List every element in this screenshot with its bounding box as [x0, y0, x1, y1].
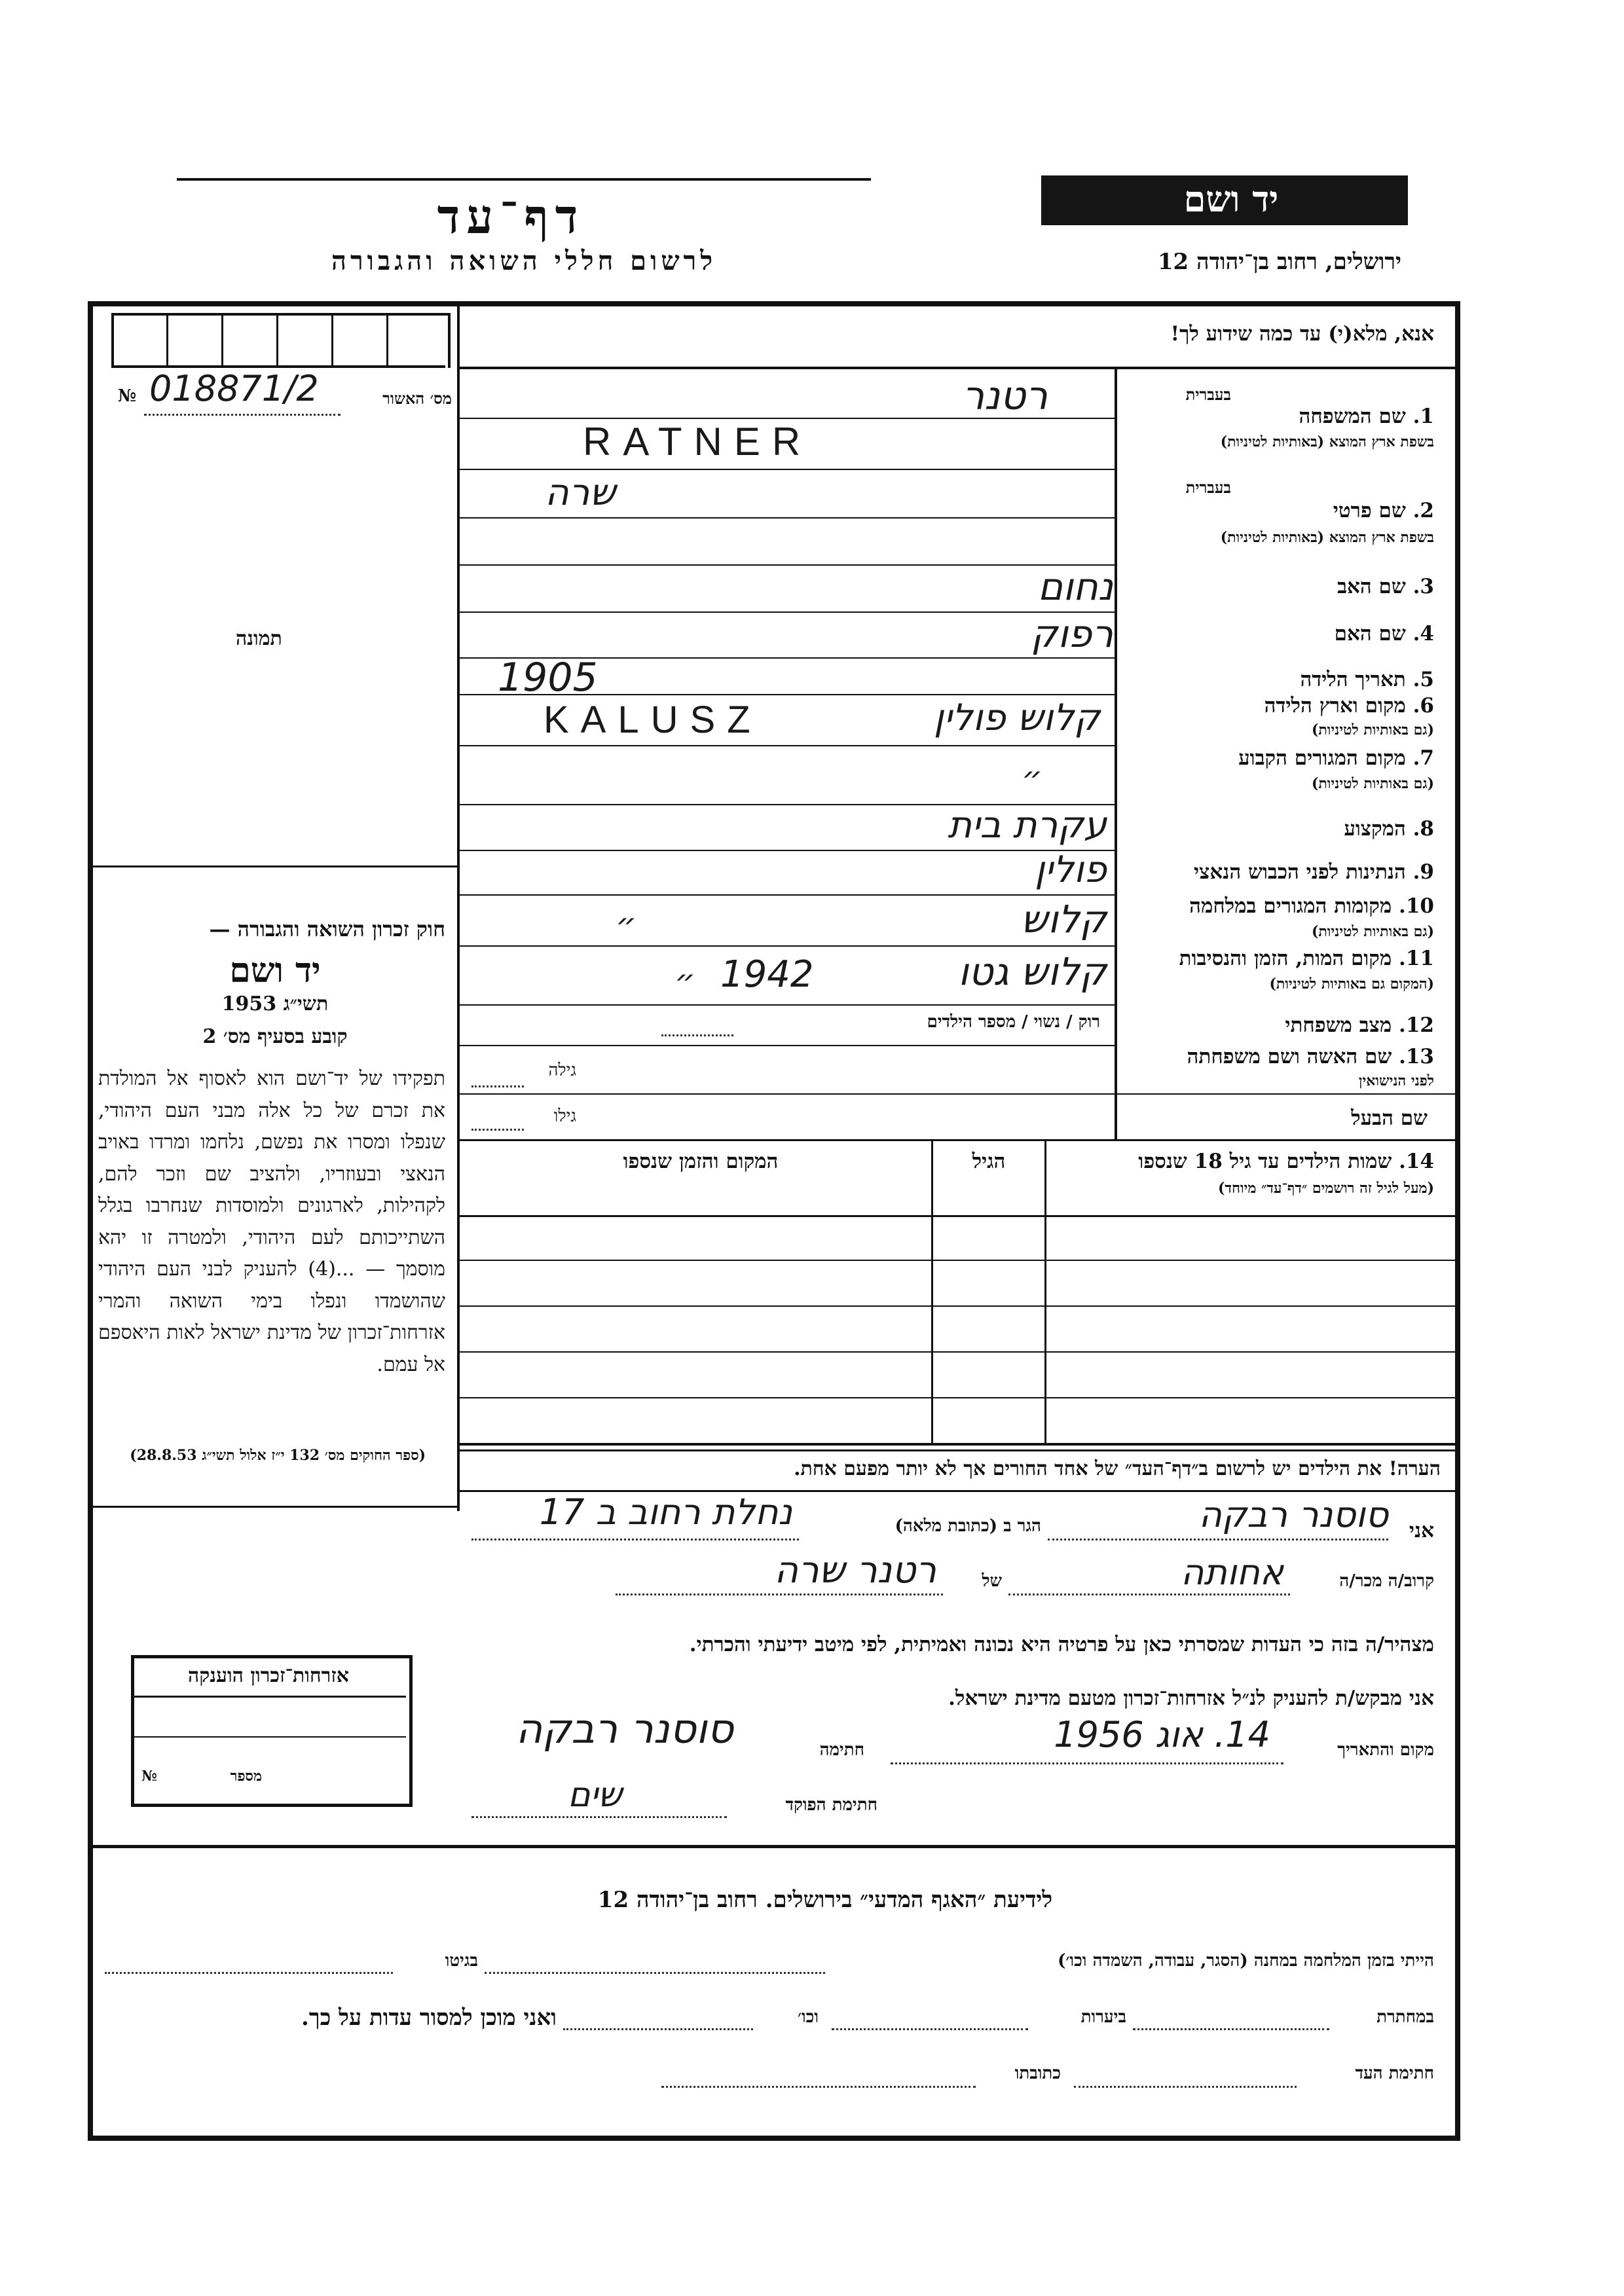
field-4-label: 4. שם האם	[1334, 622, 1434, 646]
field-6-value-he: קלוש פולין	[933, 697, 1100, 739]
field-1-sub-he: בעברית	[1185, 385, 1231, 404]
note-text: הערה! את הילדים יש לרשום ב״דף־העד״ של אחד החורים אך לא יותר מפעם אחת.	[794, 1457, 1441, 1480]
officer-label: חתימת הפוקד	[785, 1795, 877, 1815]
field-14-label: 14. שמות הילדים עד גיל 18 שנספו	[1138, 1150, 1434, 1173]
photo-label: תמונה	[236, 627, 282, 650]
declarant-address-value: נחלת רחוב ב 17	[539, 1491, 792, 1533]
declarant-relative-label: קרוב/ה מכר/ה	[1339, 1571, 1434, 1591]
place-date-label: מקום והתאריך	[1337, 1740, 1434, 1760]
declarant-lives-label: הגר ב (כתובת מלאה)	[895, 1516, 1041, 1536]
frame-top	[88, 301, 1460, 306]
field-2-label: 2. שם פרטי	[1333, 499, 1434, 522]
field-10-ditto: ״	[616, 906, 637, 944]
archive-line1-b: בגיטו	[445, 1951, 478, 1971]
declarant-request: אני מבקש/ת להעניק לנ״ל אזרחות־זכרון מטעם מדינת ישראל.	[948, 1686, 1434, 1710]
field-5-value: 1905	[498, 655, 598, 701]
cert-label: מס׳ האשור	[382, 389, 452, 408]
declarant-i-label: אני	[1409, 1519, 1434, 1542]
field-1-value-latin: RATNER	[583, 420, 813, 464]
field-2-sub-he: בעברית	[1185, 478, 1231, 497]
law-footnote: (ספר החוקים מס׳ 132 י״ז אלול תשי״ג 28.8.53)	[130, 1447, 426, 1464]
field-14-age-col: הגיל	[972, 1150, 1006, 1173]
field-10-value: קלוש	[1020, 897, 1107, 941]
form-title: דף־עד	[437, 189, 585, 244]
frame-left	[88, 301, 93, 2141]
field-11-value: קלוש גטו	[958, 949, 1107, 994]
declarant-declaration: מצהיר/ה בזה כי העדות שמסרתי כאן על פרטיה היא נכונה ואמיתית, לפי מיטב ידיעתי והכרתי.	[689, 1633, 1434, 1656]
field-6-label: 6. מקום וארץ הלידה	[1264, 694, 1434, 718]
archive-line2-b: ביערות	[1080, 2007, 1126, 2027]
field-2-sub-latin: בשפת ארץ המוצא (באותיות לטיניות)	[1220, 529, 1434, 546]
field-1-value-he: רטנר	[962, 373, 1048, 419]
cert-no-sign: №	[118, 386, 137, 406]
signature-value: סוסנר רבקה	[515, 1705, 733, 1753]
field-10-sub: (גם באותיות לטיניות)	[1311, 923, 1434, 940]
field-10-label: 10. מקומות המגורים במלחמה	[1189, 894, 1434, 918]
logo-text: יד ושם	[1183, 178, 1279, 220]
declarant-relation-value: אחותה	[1181, 1552, 1283, 1593]
declarant-of-label: של	[982, 1571, 1002, 1591]
archive-line2-c: וכו׳	[797, 2007, 819, 2027]
law-clause: קובע בסעיף מס׳ 2	[202, 1025, 348, 1048]
declarant-i-value: סוסנר רבקה	[1198, 1494, 1388, 1535]
field-3-value: נחום	[1037, 564, 1113, 609]
field-13-label: 13. שם האשה ושם משפחתה	[1187, 1045, 1434, 1068]
field-8-value: עקרת בית	[948, 804, 1107, 847]
field-6-sub: (גם באותיות לטיניות)	[1311, 721, 1434, 738]
law-year: תשי״ג 1953	[221, 993, 329, 1015]
field-9-label: 9. הנתינות לפני הכבוש הנאצי	[1194, 860, 1434, 884]
field-3-label: 3. שם האב	[1337, 575, 1434, 598]
field-1-label: 1. שם המשפחה	[1299, 405, 1434, 428]
stamp-number-label: מספר	[230, 1768, 262, 1785]
field-12-label: 12. מצב משפחתי	[1285, 1013, 1434, 1037]
field-1-sub-latin: בשפת ארץ המוצא (באותיות לטיניות)	[1220, 433, 1434, 450]
cert-value: 018871/2	[149, 368, 319, 409]
frame-bottom	[88, 2136, 1460, 2141]
law-body: תפקידו של יד־ושם הוא לאסוף אל המולדת את זכרם של כל אלה מבני העם היהודי, שנפלו ומסרו את נפשם, נלחמו ומרדו באויב הנאצי ובעוזריו, ולהציב שם וזכר להם, לקהילות, לארגונים ולמוסדות שנחרבו בגלל השתייכותם לעם היהודי, ולמטרה זו יהא מוסמך — ...(4) להעניק לבני העם היהודי שהושמדו ונפלו בימי השואה והמרי אזרחות־זכרון של מדינת ישראל לאות היאספם אל עמם.	[98, 1067, 445, 1376]
form-subtitle: לרשום חללי השואה והגבורה	[331, 246, 717, 276]
signature-label: חתימה	[819, 1740, 864, 1760]
stamp-title: אזרחות־זכרון הוענקה	[187, 1664, 350, 1687]
field-14-sub: (מעל לגיל זה רושמים ״דף־עד״ מיוחד)	[1217, 1180, 1434, 1197]
stamp-number-sign: №	[141, 1768, 157, 1785]
field-6-value-latin: KALUSZ	[544, 699, 762, 741]
field-11-ditto: ״	[674, 962, 696, 1000]
archive-line1-a: הייתי בזמן המלחמה במחנה (הסגר, עבודה, השמדה וכו׳)	[1058, 1951, 1434, 1971]
field-14-place-col: המקום והזמן שנספו	[623, 1150, 779, 1173]
husband-age: גילו	[553, 1106, 576, 1126]
field-9-value: פולין	[1035, 848, 1107, 891]
declarant-of-value: רטנר שרה	[774, 1549, 936, 1592]
archive-line2-a: במחתרת	[1376, 2007, 1434, 2027]
field-7-sub: (גם באותיות לטיניות)	[1311, 775, 1434, 792]
field-12-options: רוק / נשוי / מספר הילדים	[927, 1012, 1100, 1032]
field-13-sub: לפני הנישואין	[1358, 1072, 1434, 1089]
field-8-label: 8. המקצוע	[1344, 817, 1434, 841]
officer-value: שים	[568, 1776, 622, 1815]
field-11-year: 1942	[720, 953, 814, 996]
label-divider	[1115, 367, 1117, 1139]
field-13-age: גילה	[548, 1061, 576, 1080]
archive-line3-b: כתובתו	[1014, 2064, 1061, 2083]
field-11-label: 11. מקום המות, הזמן והנסיבות	[1179, 947, 1434, 970]
field-5-label: 5. תאריך הלידה	[1300, 668, 1434, 691]
field-11-sub: (המקום גם באותיות לטיניות)	[1269, 975, 1434, 993]
law-name: יד ושם	[229, 951, 321, 991]
header-address: ירושלים, רחוב בן־יהודה 12	[1157, 249, 1401, 275]
id-boxes	[111, 313, 451, 368]
field-4-value: רפוק	[1031, 611, 1113, 656]
archive-title: לידיעת ״האגף המדעי״ בירושלים. רחוב בן־יהודה 12	[597, 1887, 1053, 1913]
field-2-value-he: שרה	[545, 471, 616, 514]
field-7-value: ״	[1022, 759, 1043, 797]
form-prompt: אנא, מלא(י) עד כמה שידוע לך!	[1170, 322, 1434, 346]
archive-line2-d: ואני מוכן למסור עדות על כך.	[301, 2005, 557, 2031]
husband-label: שם הבעל	[1351, 1106, 1428, 1130]
law-heading: חוק זכרון השואה והגבורה —	[209, 917, 445, 941]
frame-right	[1455, 301, 1460, 2141]
header-rule	[177, 178, 871, 181]
place-date-value: 14. אוג 1956	[1054, 1714, 1270, 1755]
field-7-label: 7. מקום המגורים הקבוע	[1238, 746, 1434, 770]
archive-line3-a: חתימת העד	[1355, 2064, 1434, 2083]
